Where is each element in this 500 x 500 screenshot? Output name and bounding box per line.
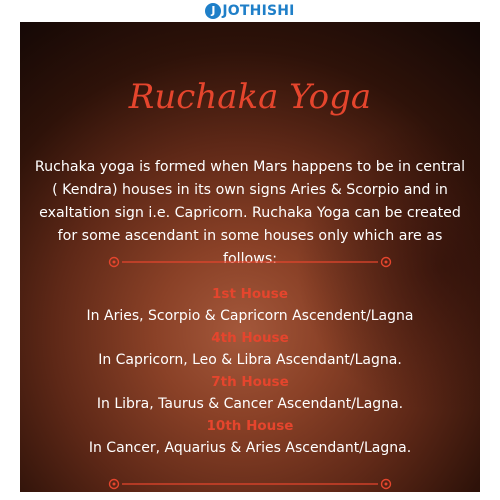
house-description: In Cancer, Aquarius & Aries Ascendant/Lagna. bbox=[88, 440, 412, 456]
spiral-ornament-icon bbox=[110, 258, 119, 267]
houses-list bbox=[20, 284, 480, 460]
house-title: 10th House bbox=[206, 418, 294, 434]
spiral-ornament-icon bbox=[110, 480, 119, 489]
house-item bbox=[20, 372, 480, 416]
ornamental-divider-bottom bbox=[20, 477, 480, 491]
brand-name: JOTHISHI bbox=[222, 3, 295, 19]
house-title: 7th House bbox=[211, 374, 289, 390]
house-item bbox=[20, 284, 480, 328]
house-item bbox=[20, 328, 480, 372]
house-title: 1st House bbox=[212, 286, 288, 302]
house-description: In Capricorn, Leo & Libra Ascendant/Lagna. bbox=[98, 352, 402, 368]
page-title: Ruchaka Yoga bbox=[128, 77, 372, 117]
yoga-card bbox=[20, 22, 480, 492]
intro-paragraph: Ruchaka yoga is formed when Mars happens to be in central ( Kendra) houses in its own signs Aries & Scorpio and in exaltation sign i.e. Capricorn. Ruchaka Yoga can be created for some ascendant in some houses only which are as follows: bbox=[34, 159, 466, 267]
house-description: In Aries, Scorpio & Capricorn Ascendent/Lagna bbox=[86, 308, 414, 324]
house-title: 4th House bbox=[211, 330, 289, 346]
jothishi-logo-icon: J bbox=[205, 3, 221, 19]
ornamental-divider-top bbox=[20, 255, 480, 269]
spiral-ornament-icon bbox=[382, 480, 391, 489]
spiral-ornament-icon bbox=[382, 258, 391, 267]
house-item bbox=[20, 416, 480, 460]
house-description: In Libra, Taurus & Cancer Ascendant/Lagna. bbox=[96, 396, 404, 412]
brand-header bbox=[0, 0, 500, 22]
